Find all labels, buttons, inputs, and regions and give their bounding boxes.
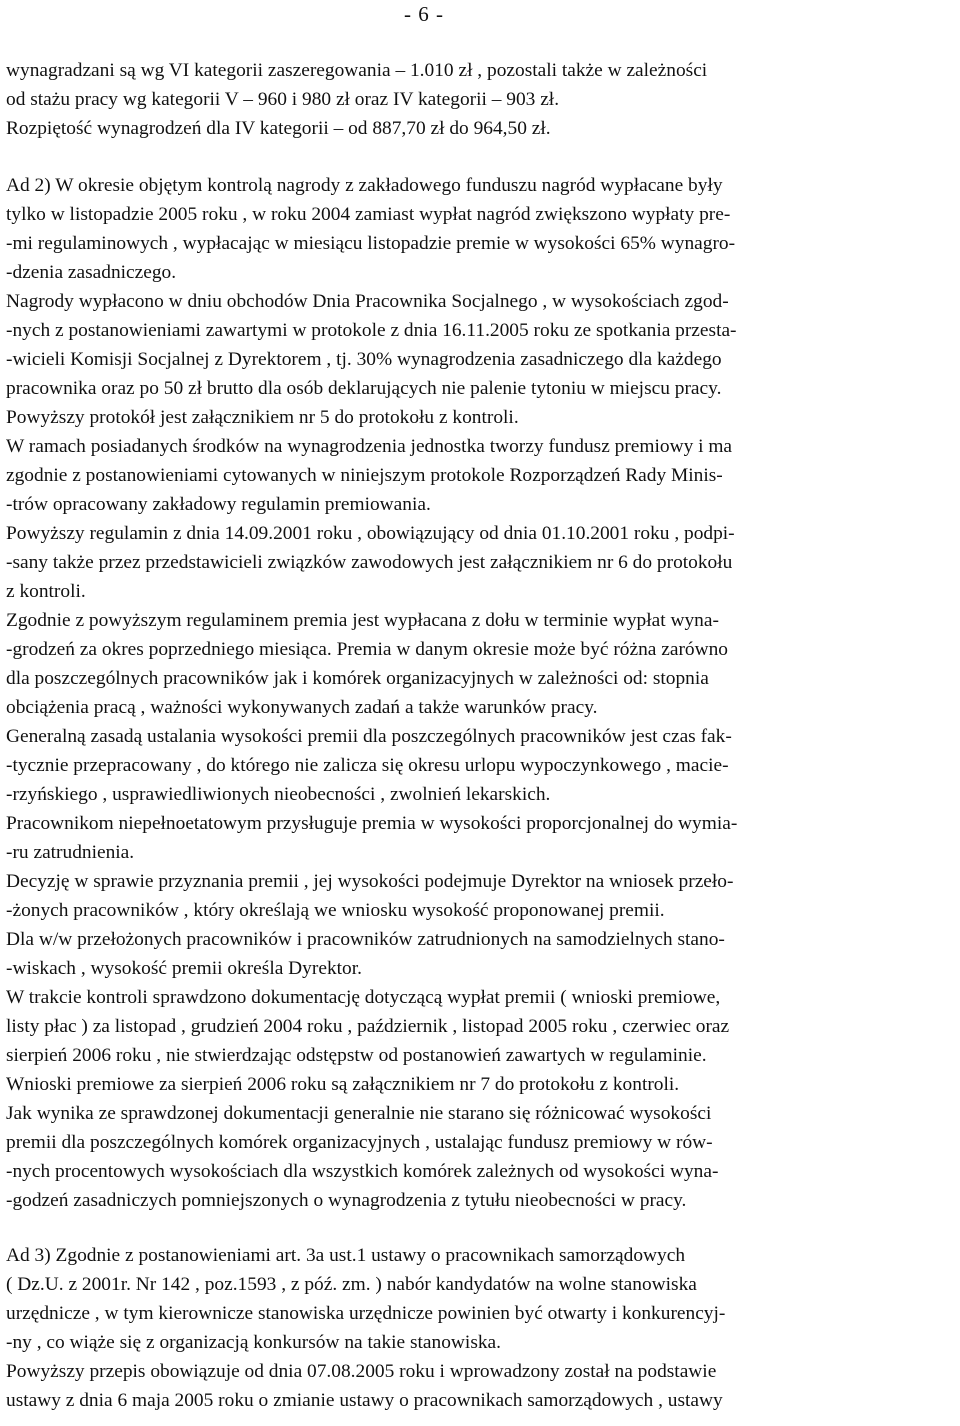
- text-line: od stażu pracy wg kategorii V – 960 i 980 zł oraz IV kategorii – 903 zł.: [6, 89, 560, 110]
- paragraph-gap: [6, 1215, 956, 1241]
- text-line: Pracownikom niepełnoetatowym przysługuje premia w wysokości proporcjonalnej do wymia-: [6, 813, 738, 834]
- text-line: -wicieli Komisji Socjalnej z Dyrektorem , tj. 30% wynagrodzenia zasadniczego dla każdego: [6, 349, 722, 370]
- page-number: - 6 -: [404, 2, 444, 26]
- text-line: ustawy z dnia 6 maja 2005 roku o zmianie ustawy o pracownikach samorządowych , ustawy: [6, 1390, 723, 1411]
- text-line: z kontroli.: [6, 581, 86, 602]
- text-line: Powyższy protokół jest załącznikiem nr 5 do protokołu z kontroli.: [6, 407, 519, 428]
- text-line: -sany także przez przedstawicieli związków zawodowych jest załącznikiem nr 6 do protokołu: [6, 552, 733, 573]
- text-line: -nych procentowych wysokościach dla wszystkich komórek zależnych od wysokości wyna-: [6, 1161, 719, 1182]
- text-line: ( Dz.U. z 2001r. Nr 142 , poz.1593 , z póź. zm. ) nabór kandydatów na wolne stanowiska: [6, 1274, 697, 1295]
- section-ad-3: [6, 1241, 956, 1415]
- text-line: -dzenia zasadniczego.: [6, 262, 177, 283]
- text-line: -trów opracowany zakładowy regulamin premiowania.: [6, 494, 431, 515]
- text-line: Wnioski premiowe za sierpień 2006 roku są załącznikiem nr 7 do protokołu z kontroli.: [6, 1074, 680, 1095]
- text-line: Jak wynika ze sprawdzonej dokumentacji generalnie nie starano się różnicować wysokości: [6, 1103, 712, 1124]
- text-line: Zgodnie z powyższym regulaminem premia jest wypłacana z dołu w terminie wypłat wyna-: [6, 610, 719, 631]
- intro-paragraph: [6, 56, 956, 143]
- text-line: W ramach posiadanych środków na wynagrodzenia jednostka tworzy fundusz premiowy i ma: [6, 436, 733, 457]
- text-line: -mi regulaminowych , wypłacając w miesiącu listopadzie premie w wysokości 65% wynagro-: [6, 233, 736, 254]
- text-line: zgodnie z postanowieniami cytowanych w niniejszym protokole Rozporządzeń Rady Minis-: [6, 465, 723, 486]
- text-line: -godzeń zasadniczych pomniejszonych o wynagrodzenia z tytułu nieobecności w pracy.: [6, 1190, 687, 1211]
- text-line: obciążenia pracą , ważności wykonywanych zadań a także warunków pracy.: [6, 697, 598, 718]
- text-line: premii dla poszczególnych komórek organizacyjnych , ustalając fundusz premiowy w rów-: [6, 1132, 713, 1153]
- paragraph-gap: [6, 143, 956, 171]
- text-line: Powyższy regulamin z dnia 14.09.2001 roku , obowiązujący od dnia 01.10.2001 roku , podpi-: [6, 523, 735, 544]
- text-line: -nych z postanowieniami zawartymi w protokole z dnia 16.11.2005 roku ze spotkania przesta-: [6, 320, 737, 341]
- text-line: Powyższy przepis obowiązuje od dnia 07.08.2005 roku i wprowadzony został na podstawie: [6, 1361, 717, 1382]
- text-line: -żonych pracowników , który określają we wniosku wysokość proponowanej premii.: [6, 900, 665, 921]
- text-line: W trakcie kontroli sprawdzono dokumentację dotyczącą wypłat premii ( wnioski premiowe,: [6, 987, 721, 1008]
- section-ad-2: [6, 171, 956, 1215]
- text-line: tylko w listopadzie 2005 roku , w roku 2004 zamiast wypłat nagród zwiększono wypłaty pre-: [6, 204, 731, 225]
- text-line: Rozpiętość wynagrodzeń dla IV kategorii – od 887,70 zł do 964,50 zł.: [6, 118, 551, 139]
- text-line: -grodzeń za okres poprzedniego miesiąca. Premia w danym okresie może być różna zarówno: [6, 639, 729, 660]
- text-line: Ad 3) Zgodnie z postanowieniami art. 3a ust.1 ustawy o pracownikach samorządowych: [6, 1245, 686, 1266]
- text-line: Dla w/w przełożonych pracowników i pracowników zatrudnionych na samodzielnych stano-: [6, 929, 725, 950]
- text-line: -wiskach , wysokość premii określa Dyrektor.: [6, 958, 362, 979]
- text-line: Generalną zasadą ustalania wysokości premii dla poszczególnych pracowników jest czas fak-: [6, 726, 732, 747]
- document-body: [6, 56, 956, 1415]
- text-line: dla poszczególnych pracowników jak i komórek organizacyjnych w zależności od: stopnia: [6, 668, 709, 689]
- text-line: listy płac ) za listopad , grudzień 2004 roku , październik , listopad 2005 roku , czerwiec oraz: [6, 1016, 730, 1037]
- text-line: Nagrody wypłacono w dniu obchodów Dnia Pracownika Socjalnego , w wysokościach zgod-: [6, 291, 729, 312]
- text-line: Decyzję w sprawie przyznania premii , jej wysokości podejmuje Dyrektor na wniosek przeło-: [6, 871, 734, 892]
- text-line: -tycznie przepracowany , do którego nie zalicza się okresu urlopu wypoczynkowego , macie-: [6, 755, 729, 776]
- text-line: -ny , co wiąże się z organizacją konkursów na takie stanowiska.: [6, 1332, 502, 1353]
- text-line: pracownika oraz po 50 zł brutto dla osób deklarujących nie palenie tytoniu w miejscu pracy.: [6, 378, 722, 399]
- text-line: wynagradzani są wg VI kategorii zaszeregowania – 1.010 zł , pozostali także w zależności: [6, 60, 708, 81]
- text-line: Ad 2) W okresie objętym kontrolą nagrody z zakładowego funduszu nagród wypłacane były: [6, 175, 723, 196]
- text-line: urzędnicze , w tym kierownicze stanowiska urzędnicze powinien być otwarty i konkurencyj-: [6, 1303, 726, 1324]
- text-line: -rzyńskiego , usprawiedliwionych nieobecności , zwolnień lekarskich.: [6, 784, 551, 805]
- text-line: -ru zatrudnienia.: [6, 842, 135, 863]
- text-line: sierpień 2006 roku , nie stwierdzając odstępstw od postanowień zawartych w regulaminie.: [6, 1045, 707, 1066]
